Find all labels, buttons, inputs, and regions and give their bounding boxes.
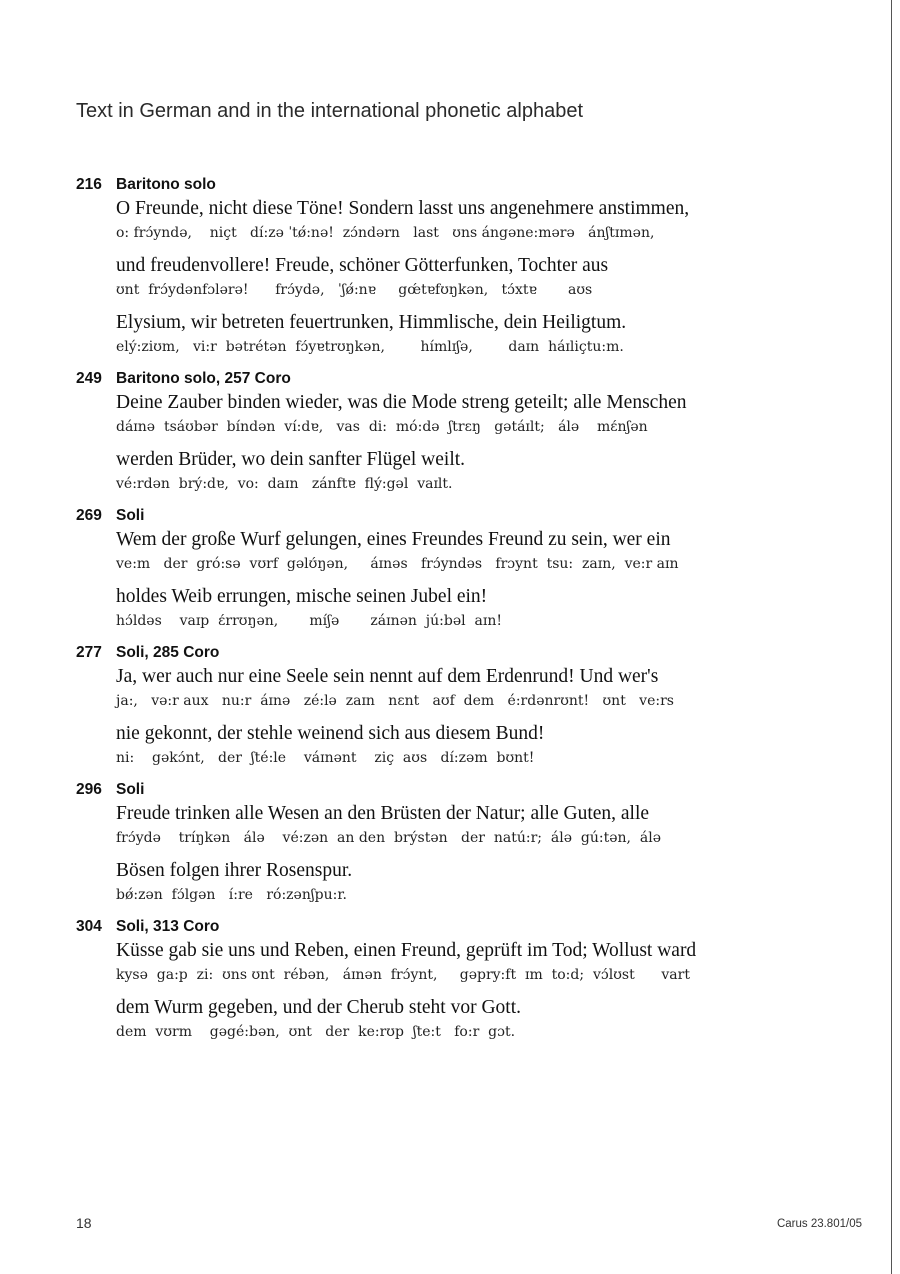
measure-number: 277 (76, 644, 102, 661)
lyric-line-pair (116, 721, 880, 769)
page-title: Text in German and in the international phonetic alphabet (76, 100, 584, 122)
german-text-line: O Freunde, nicht diese Töne! Sondern lasst uns angenehmere anstimmen, (116, 198, 690, 219)
ipa-text-line: elý:ziʊm, vi:r bətrétən fɔ́yɐtrʊŋkən, hímlɪʃə, daɪn háɪliçtu:m. (116, 339, 624, 355)
lyrics-section (0, 779, 880, 906)
lyrics-content (0, 174, 880, 1053)
german-text-line: nie gekonnt, der stehle weinend sich aus diesem Bund! (116, 723, 545, 744)
voice-label: Soli (116, 781, 145, 798)
voice-label: Baritono solo (116, 176, 216, 193)
ipa-text-line: dem vʊrm gəgé:bən, ʊnt der ke:rʊp ʃte:t fo:r gɔt. (116, 1024, 516, 1040)
lyric-line-pair (116, 447, 880, 495)
lyrics-section (0, 368, 880, 495)
lyrics-section (0, 642, 880, 769)
section-heading (0, 174, 880, 196)
german-text-line: Freude trinken alle Wesen an den Brüsten der Natur; alle Guten, alle (116, 803, 650, 824)
german-text-line: Wem der große Wurf gelungen, eines Freundes Freund zu sein, wer ein (116, 529, 671, 550)
measure-number: 216 (76, 176, 102, 193)
lyric-line-pair (116, 664, 880, 712)
ipa-text-line: hɔ́ldəs vaɪp ɛ́rrʊŋən, míʃə záɪnən jú:bəl aɪn! (116, 613, 502, 629)
german-text-line: und freudenvollere! Freude, schöner Götterfunken, Tochter aus (116, 255, 609, 276)
ipa-text-line: vé:rdən brý:dɐ, vo: daɪn zánftɐ flý:gəl vaɪlt. (116, 476, 453, 492)
german-text-line: Deine Zauber binden wieder, was die Mode streng geteilt; alle Menschen (116, 392, 687, 413)
section-heading (0, 368, 880, 390)
section-heading (0, 505, 880, 527)
page-edge-rule (891, 0, 892, 1274)
measure-number: 249 (76, 370, 102, 387)
ipa-text-line: bǿ:zən fɔ́lgən í:re ró:zənʃpu:r. (116, 887, 347, 903)
lyric-line-pair (116, 995, 880, 1043)
ipa-text-line: dáɪnə tsáʊbər bíndən ví:dɐ, vas di: mó:də ʃtrɛŋ gətáɪlt; álə mɛ́nʃən (116, 419, 648, 435)
german-text-line: dem Wurm gegeben, und der Cherub steht vor Gott. (116, 997, 522, 1018)
ipa-text-line: o: frɔ́yndə, niçt dí:zə ˈtǿ:nə! zɔ́ndərn last ʊns ángəne:mərə ánʃtɪmən, (116, 225, 655, 241)
ipa-text-line: frɔ́ydə tríŋkən álə vé:zən an den brýstən der natú:r; álə gú:tən, álə (116, 830, 661, 846)
german-text-line: Küsse gab sie uns und Reben, einen Freund, geprüft im Tod; Wollust ward (116, 940, 697, 961)
lyric-line-pair (116, 390, 880, 438)
lyric-line-pair (116, 310, 880, 358)
section-heading (0, 916, 880, 938)
voice-label: Soli, 285 Coro (116, 644, 220, 661)
lyric-line-pair (116, 938, 880, 986)
voice-label: Baritono solo, 257 Coro (116, 370, 291, 387)
ipa-text-line: ve:m der gró:sə vʊrf gəlʊ́ŋən, áɪnəs frɔ́yndəs frɔynt tsu: zaɪn, ve:r aɪn (116, 556, 679, 572)
lyric-line-pair (116, 858, 880, 906)
measure-number: 269 (76, 507, 102, 524)
german-text-line: Bösen folgen ihrer Rosenspur. (116, 860, 353, 881)
german-text-line: Elysium, wir betreten feuertrunken, Himmlische, dein Heiligtum. (116, 312, 627, 333)
lyrics-section (0, 916, 880, 1043)
lyrics-section (0, 505, 880, 632)
voice-label: Soli (116, 507, 145, 524)
section-heading (0, 642, 880, 664)
section-heading (0, 779, 880, 801)
page-number: 18 (76, 1215, 92, 1231)
lyrics-section (0, 174, 880, 358)
lyric-line-pair (116, 527, 880, 575)
ipa-text-line: ja:, və:r aux nu:r áɪnə zé:lə zaɪn nɛnt aʊf dem é:rdənrʊnt! ʊnt ve:rs (116, 693, 674, 709)
lyric-line-pair (116, 253, 880, 301)
measure-number: 296 (76, 781, 102, 798)
measure-number: 304 (76, 918, 102, 935)
german-text-line: Ja, wer auch nur eine Seele sein nennt auf dem Erdenrund! Und wer's (116, 666, 659, 687)
german-text-line: werden Brüder, wo dein sanfter Flügel weilt. (116, 449, 466, 470)
ipa-text-line: ni: gəkɔ́nt, der ʃté:le váɪnənt ziç aʊs dí:zəm bʊnt! (116, 750, 535, 766)
ipa-text-line: kysə ga:p zi: ʊns ʊnt rébən, áɪnən frɔ́ynt, gəpry:ft ɪm to:d; vɔ́lʊst vart (116, 967, 690, 983)
lyric-line-pair (116, 801, 880, 849)
catalog-number: Carus 23.801/05 (776, 1218, 862, 1230)
lyric-line-pair (116, 584, 880, 632)
german-text-line: holdes Weib errungen, mische seinen Jubel ein! (116, 586, 488, 607)
voice-label: Soli, 313 Coro (116, 918, 220, 935)
lyric-line-pair (116, 196, 880, 244)
ipa-text-line: ʊnt frɔ́ydənfɔlərə! frɔ́ydə, ˈʃǿ:nɐ gœ́tɐfʊŋkən, tɔ́xtɐ aʊs (116, 282, 593, 298)
